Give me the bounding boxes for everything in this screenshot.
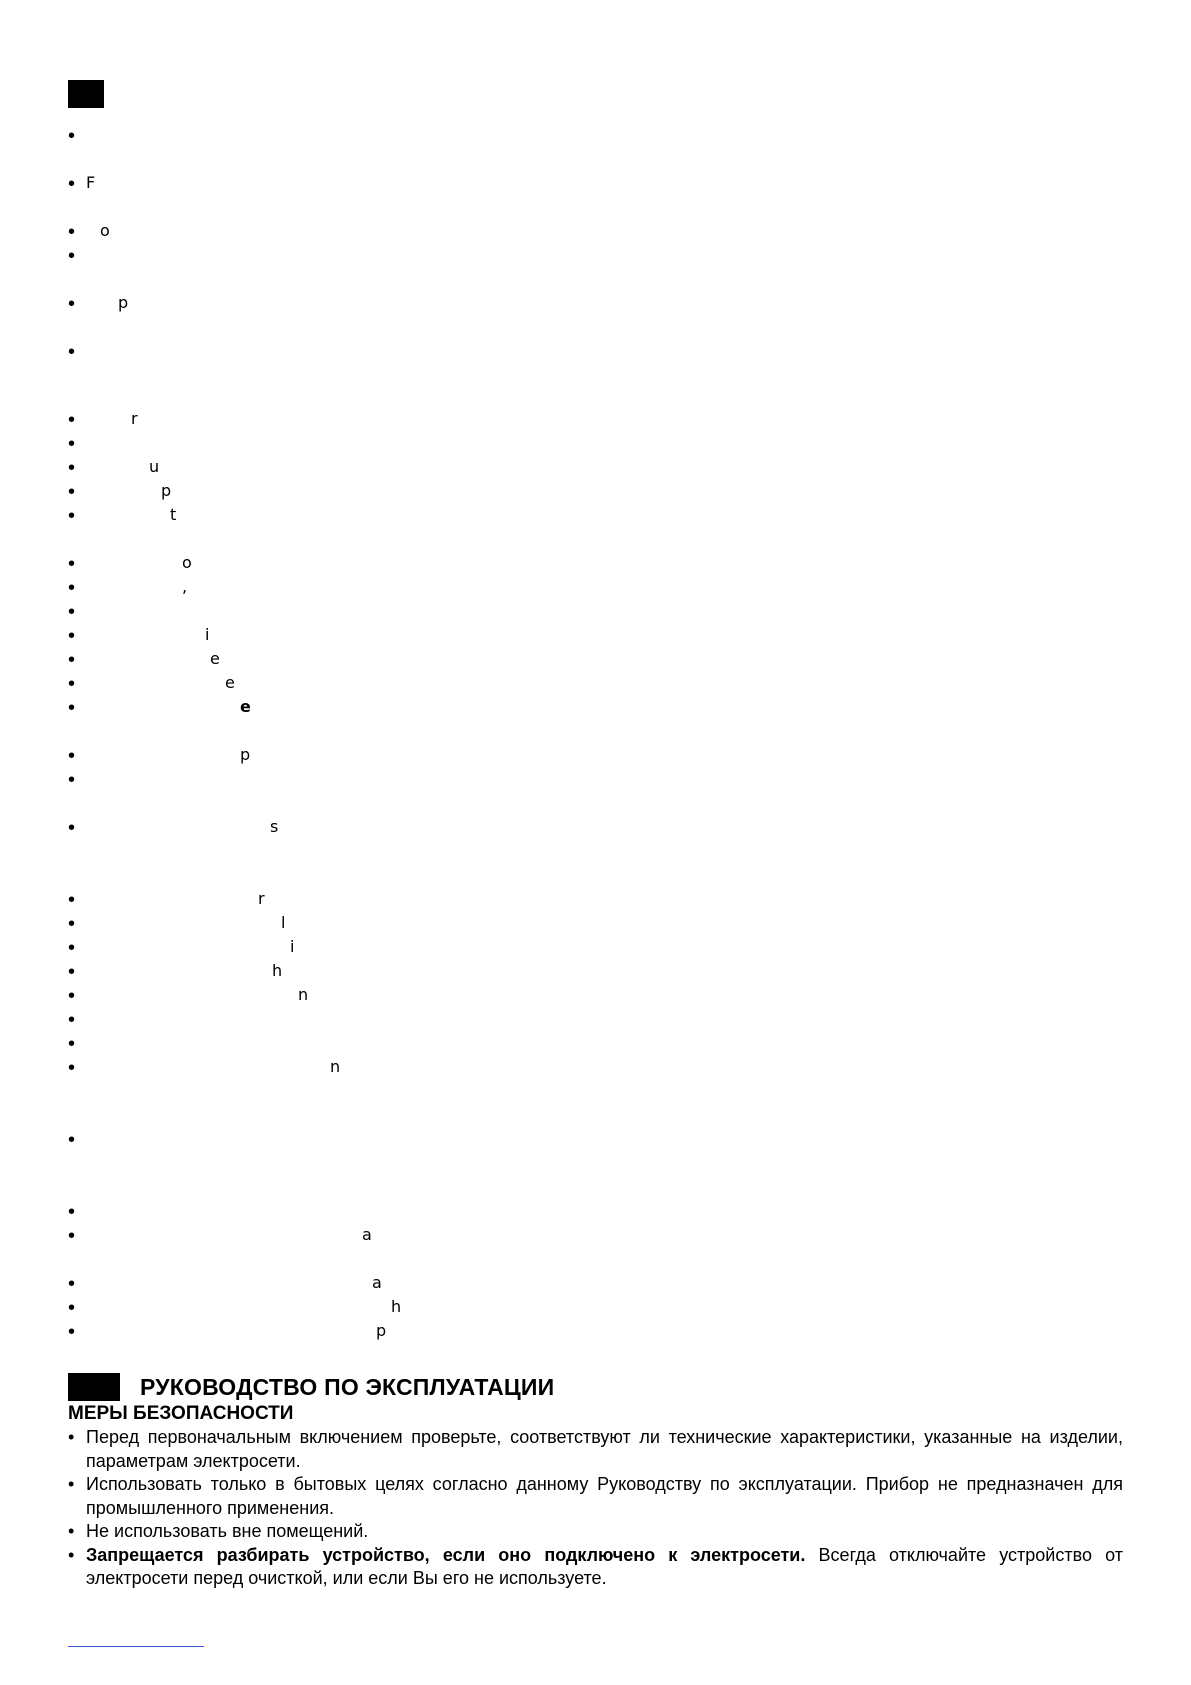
list-item-fragment: p: [240, 745, 251, 764]
bullet-icon: •: [68, 1009, 76, 1031]
list-item-fragment: e: [210, 649, 220, 668]
bullet-icon: •: [68, 1201, 76, 1223]
ru-manual-title: РУКОВОДСТВО ПО ЭКСПЛУАТАЦИИ: [140, 1374, 555, 1400]
bullet-icon: •: [68, 409, 76, 431]
bullet-icon: •: [68, 745, 76, 767]
list-item-fragment: n: [330, 1057, 341, 1076]
bullet-icon: •: [68, 673, 76, 695]
list-item-fragment: p: [376, 1321, 387, 1340]
bullet-icon: •: [68, 457, 76, 479]
bullet-icon: •: [68, 1521, 75, 1541]
bullet-icon: •: [68, 1427, 75, 1447]
list-item-fragment: F: [86, 173, 96, 192]
bullet-icon: •: [68, 173, 76, 195]
bullet-icon: •: [68, 937, 76, 959]
list-item-fragment: a: [362, 1225, 372, 1244]
ru-language-marker-block: [68, 1373, 120, 1401]
ru-safety-item: • Перед первоначальным включением проверьте, соответствуют ли технические характеристики, указанные на изделии, параметрам электросети.: [68, 1427, 1123, 1471]
bullet-icon: •: [68, 1225, 76, 1247]
list-item-fragment: e: [225, 673, 235, 692]
ru-safety-list: [68, 1426, 1123, 1591]
footer-link-underline[interactable]: [68, 1646, 204, 1647]
bullet-icon: •: [68, 1033, 76, 1055]
list-item-fragment: u: [149, 457, 160, 476]
bullet-icon: •: [68, 649, 76, 671]
ru-safety-item: • Не использовать вне помещений.: [68, 1520, 1123, 1544]
bullet-icon: •: [68, 1297, 76, 1319]
bullet-icon: •: [68, 769, 76, 791]
list-item-fragment: h: [272, 961, 283, 980]
list-item-fragment: e: [240, 697, 251, 716]
bullet-icon: •: [68, 697, 76, 719]
list-item-fragment: i: [205, 625, 210, 644]
bullet-icon: •: [68, 1474, 75, 1494]
list-item-fragment: o: [182, 553, 192, 572]
list-item-fragment: l: [281, 913, 286, 932]
ru-safety-item: • Использовать только в бытовых целях согласно данному Руководству по эксплуатации. Прибор не предназначен для промышленного применения.: [68, 1474, 1123, 1518]
bullet-icon: •: [68, 625, 76, 647]
bullet-icon: •: [68, 553, 76, 575]
bullet-icon: •: [68, 481, 76, 503]
bullet-icon: •: [68, 961, 76, 983]
ru-safety-item: • Запрещается разбирать устройство, если оно подключено к электросети. Всегда отключайте устройство от электросети перед очисткой, или если Вы его не используете.: [68, 1544, 1123, 1588]
bullet-icon: •: [68, 1057, 76, 1079]
bullet-icon: •: [68, 245, 76, 267]
bullet-icon: •: [68, 577, 76, 599]
list-item-fragment: p: [161, 481, 172, 500]
bullet-icon: •: [68, 817, 76, 839]
bullet-icon: •: [68, 505, 76, 527]
list-item-fragment: h: [391, 1297, 402, 1316]
bullet-icon: •: [68, 433, 76, 455]
list-item-fragment: a: [372, 1273, 382, 1292]
bullet-icon: •: [68, 125, 76, 147]
bullet-icon: •: [68, 1129, 76, 1151]
bullet-icon: •: [68, 1321, 76, 1343]
list-item-fragment: p: [118, 293, 129, 312]
bullet-icon: •: [68, 341, 76, 363]
bullet-icon: •: [68, 1544, 75, 1565]
bullet-icon: •: [68, 293, 76, 315]
list-item-fragment: r: [258, 889, 265, 908]
list-item-fragment: i: [290, 937, 295, 956]
language-marker-block: [68, 80, 104, 108]
bullet-icon: •: [68, 221, 76, 243]
list-item-fragment: r: [131, 409, 138, 428]
bullet-icon: •: [68, 601, 76, 623]
ru-safety-title: МЕРЫ БЕЗОПАСНОСТИ: [68, 1403, 294, 1424]
list-item-fragment: o: [100, 221, 110, 240]
bullet-icon: •: [68, 889, 76, 911]
list-item-fragment: n: [298, 985, 309, 1004]
ru-manual-header: [68, 1373, 554, 1401]
list-item-fragment: s: [270, 817, 279, 836]
bullet-icon: •: [68, 913, 76, 935]
bullet-icon: •: [68, 985, 76, 1007]
list-item-fragment: t: [170, 505, 177, 524]
list-item-fragment: ,: [182, 577, 188, 596]
bullet-icon: •: [68, 1273, 76, 1295]
